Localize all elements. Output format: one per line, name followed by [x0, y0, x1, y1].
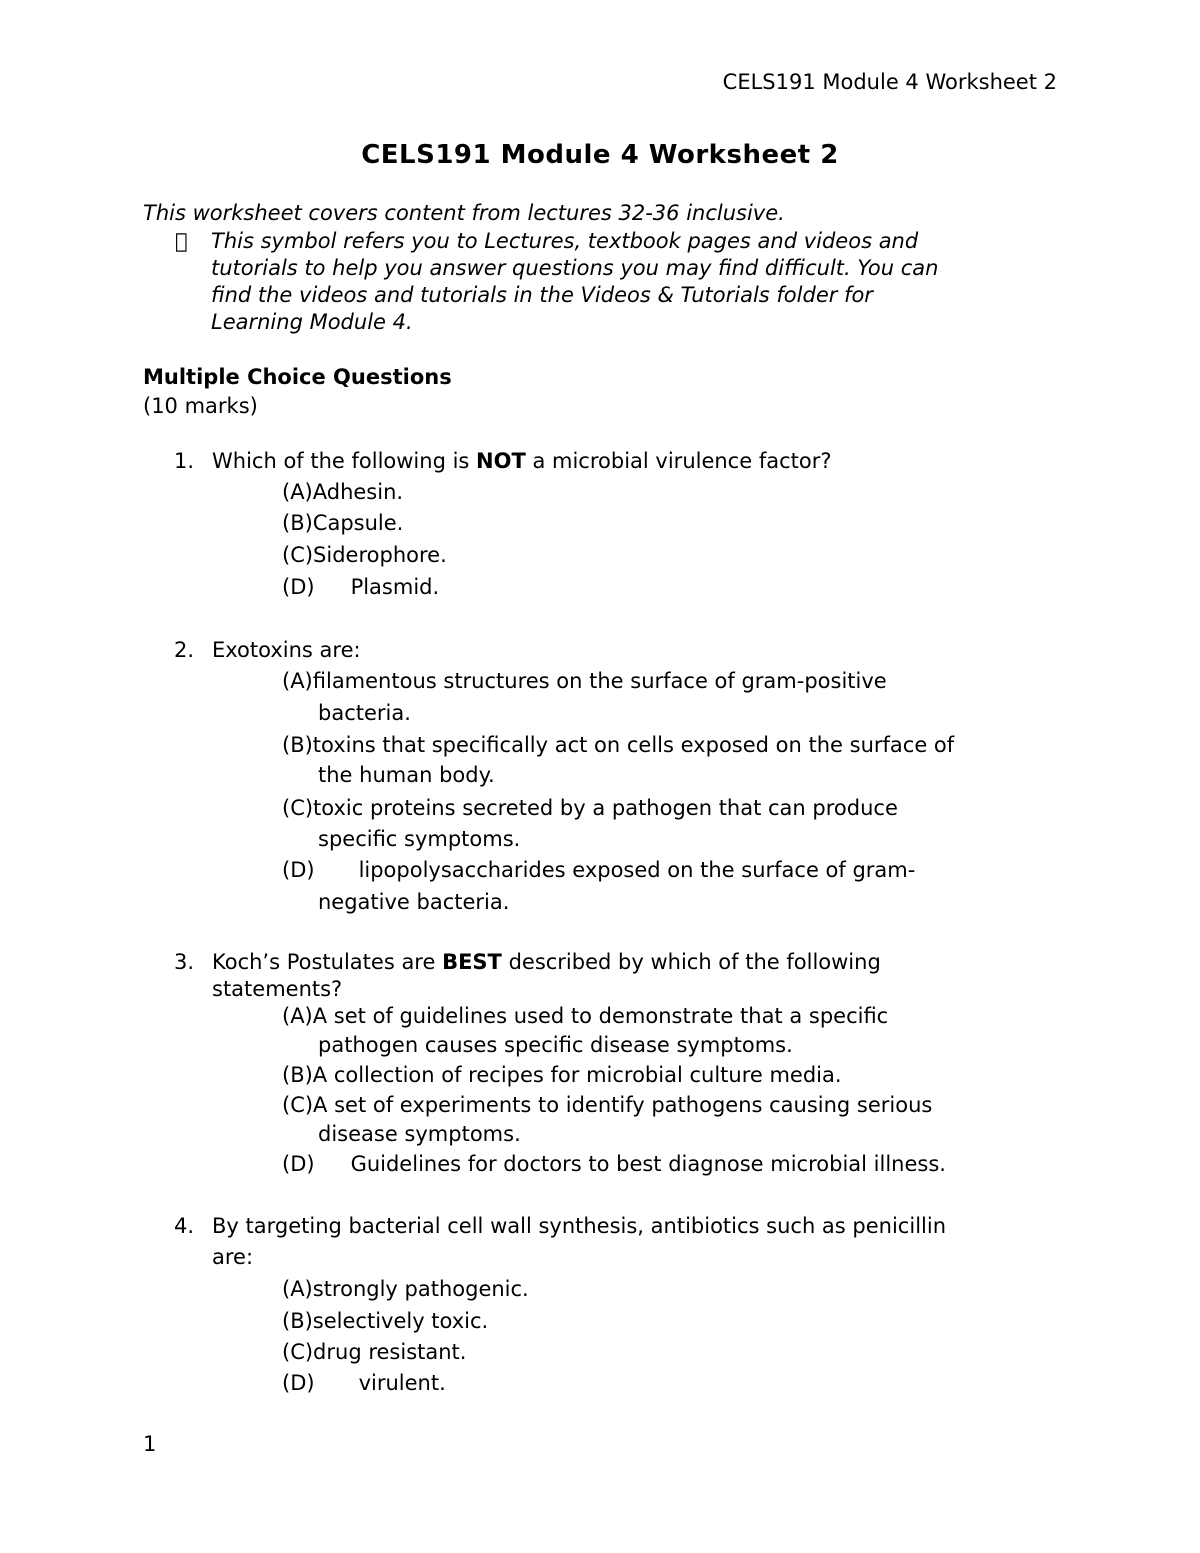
question-text: Koch’s Postulates are [212, 950, 443, 974]
reference-symbol-icon [193, 228, 211, 255]
symbol-note [143, 228, 1058, 336]
question-text: Which of the following is [212, 449, 477, 473]
q4-option-a: (A)strongly pathogenic. [282, 1277, 529, 1301]
note-line-3: find the videos and tutorials in the Videos & Tutorials folder for [211, 283, 873, 307]
question-number: 1. [174, 449, 195, 473]
question-number: 2. [174, 638, 195, 662]
question-2 [174, 638, 361, 662]
note-line-1: This symbol refers you to Lectures, textbook pages and videos and [211, 229, 919, 253]
question-text-end: a microbial virulence factor? [525, 449, 832, 473]
q1-option-c: (C)Siderophore. [282, 543, 447, 567]
question-number: 3. [174, 950, 195, 974]
section-marks: (10 marks) [143, 394, 258, 418]
option-text: lipopolysaccharides exposed on the surface of gram- [358, 858, 916, 882]
q2-option-a: (A)filamentous structures on the surface of gram-positive [282, 669, 887, 693]
question-number: 4. [174, 1214, 195, 1238]
q4-option-d [282, 1371, 446, 1395]
note-line-2: tutorials to help you answer questions you may find difficult. You can [211, 256, 939, 280]
q1-option-b: (B)Capsule. [282, 511, 404, 535]
q3-option-c-cont: disease symptoms. [318, 1122, 521, 1146]
option-text: Guidelines for doctors to best diagnose microbial illness. [350, 1152, 946, 1176]
note-line-4: Learning Module 4. [211, 310, 413, 334]
q4-option-b: (B)selectively toxic. [282, 1309, 489, 1333]
q2-option-c: (C)toxic proteins secreted by a pathogen that can produce [282, 796, 898, 820]
q1-option-d [282, 575, 439, 599]
question-text: By targeting bacterial cell wall synthesis, antibiotics such as penicillin [212, 1214, 947, 1238]
question-emphasis: BEST [442, 950, 502, 974]
question-3 [174, 950, 881, 974]
q2-option-c-cont: specific symptoms. [318, 827, 521, 851]
question-text: Exotoxins are: [212, 638, 361, 662]
q4-option-c: (C)drug resistant. [282, 1340, 467, 1364]
q1-option-a: (A)Adhesin. [282, 480, 404, 504]
option-text: virulent. [358, 1371, 446, 1395]
q3-option-a: (A)A set of guidelines used to demonstrate that a specific [282, 1004, 889, 1028]
option-label: (D) [282, 1371, 315, 1395]
q2-option-d [282, 858, 915, 882]
question-3-cont: statements? [212, 977, 343, 1001]
option-label: (D) [282, 1152, 315, 1176]
q3-option-a-cont: pathogen causes specific disease symptoms. [318, 1033, 793, 1057]
q2-option-a-cont: bacteria. [318, 701, 411, 725]
option-text: Plasmid. [350, 575, 440, 599]
q2-option-b: (B)toxins that specifically act on cells exposed on the surface of [282, 733, 955, 757]
page-number: 1 [143, 1432, 157, 1456]
q2-option-d-cont: negative bacteria. [318, 890, 510, 914]
question-1 [174, 449, 832, 473]
option-label: (D) [282, 575, 315, 599]
page-title: CELS191 Module 4 Worksheet 2 [361, 140, 839, 170]
question-4-cont: are: [212, 1245, 254, 1269]
q3-option-b: (B)A collection of recipes for microbial culture media. [282, 1063, 842, 1087]
running-header: CELS191 Module 4 Worksheet 2 [722, 70, 1057, 94]
question-text-end: described by which of the following [501, 950, 881, 974]
q3-option-d [282, 1152, 946, 1176]
q2-option-b-cont: the human body. [318, 763, 495, 787]
option-label: (D) [282, 858, 315, 882]
section-heading: Multiple Choice Questions [143, 365, 452, 389]
question-4 [174, 1214, 946, 1238]
q3-option-c: (C)A set of experiments to identify pathogens causing serious [282, 1093, 933, 1117]
question-emphasis: NOT [476, 449, 526, 473]
intro-text: This worksheet covers content from lectures 32-36 inclusive. [143, 201, 785, 225]
